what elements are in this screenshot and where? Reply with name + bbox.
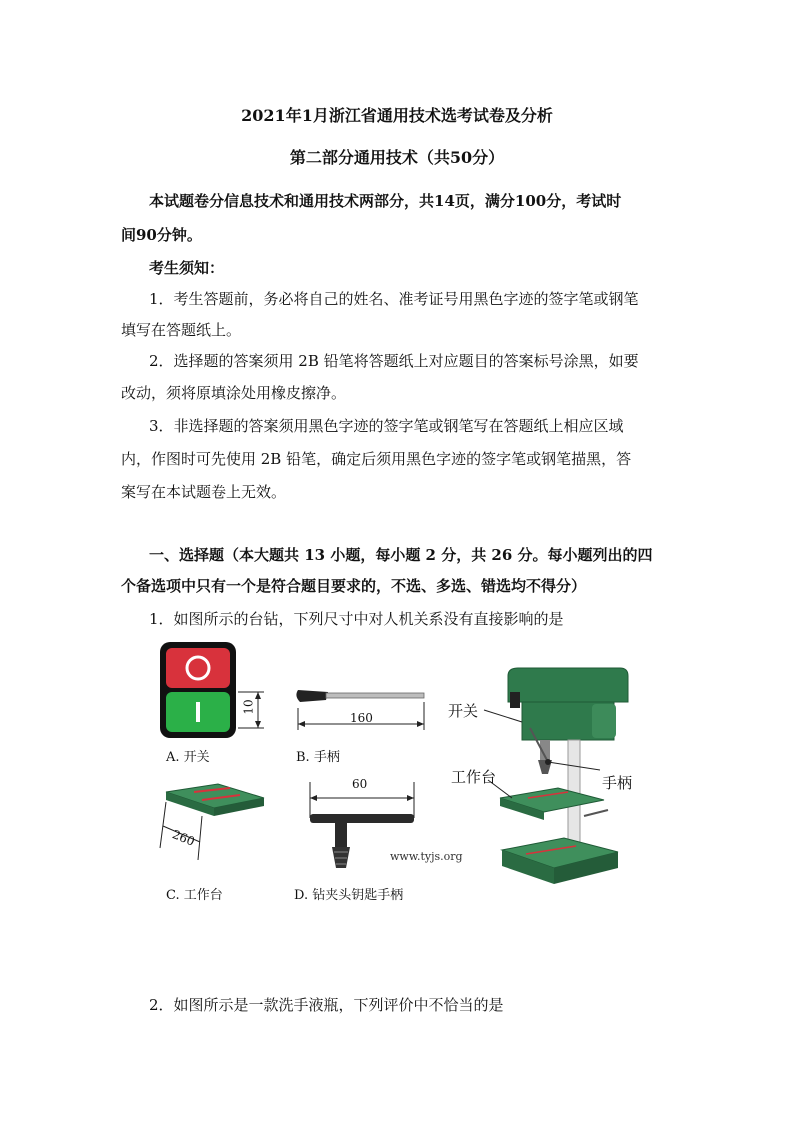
dim-table-ext-2 — [198, 816, 202, 860]
drill-motor — [592, 704, 616, 738]
dim-arrow-right — [417, 721, 424, 727]
intro-line-1: 本试题卷分信息技术和通用技术两部分，共14页，满分100分，考试时 — [149, 192, 622, 210]
section-heading-line-2: 个备选项中只有一个是符合题目要求的，不选、多选、错选均不得分） — [121, 577, 587, 595]
option-d-label: D. 钻夹头钥匙手柄 — [294, 888, 404, 903]
handle-illustration — [292, 680, 432, 740]
notice-item-3-line-3: 案写在本试题卷上无效。 — [121, 483, 287, 501]
question-2-text: 2．如图所示是一款洗手液瓶，下列评价中不恰当的是 — [149, 996, 504, 1014]
switch-on-symbol — [196, 702, 200, 722]
section-heading-line-1: 一、选择题（本大题共 13 小题，每小题 2 分，共 26 分。每小题列出的四 — [149, 546, 653, 564]
leader-switch — [484, 710, 522, 722]
option-c-label: C. 工作台 — [166, 888, 223, 903]
key-shaft — [335, 823, 347, 847]
switch-illustration — [156, 640, 266, 750]
intro-line-2: 间90分钟。 — [121, 226, 202, 244]
callout-handle: 手柄 — [602, 774, 633, 792]
switch-red-button — [166, 648, 230, 688]
worktable-illustration — [158, 782, 278, 862]
drill-switch-box — [510, 692, 520, 708]
option-a-label: A. 开关 — [166, 750, 210, 765]
question-1-text: 1．如图所示的台钻，下列尺寸中对人机关系没有直接影响的是 — [149, 610, 564, 628]
document-title: 2021年1月浙江省通用技术选考试卷及分析 — [241, 106, 553, 125]
handle-grip — [296, 690, 328, 702]
bench-drill-illustration — [488, 640, 648, 890]
drill-top-cover — [508, 668, 628, 702]
dim-key-arrow-left — [310, 795, 317, 801]
dim-arrow-down — [255, 721, 261, 728]
dim-handle-length: 160 — [350, 711, 373, 725]
dim-arrow-left — [298, 721, 305, 727]
notice-item-2-line-2: 改动，须将原填涂处用橡皮擦净。 — [121, 384, 347, 402]
handle-bar — [326, 693, 424, 698]
option-b-label: B. 手柄 — [296, 750, 340, 765]
dim-table-width: 260 — [170, 827, 197, 849]
notice-item-1-line-1: 1．考生答题前，务必将自己的姓名、准考证号用黑色字迹的签字笔或钢笔 — [149, 290, 639, 308]
dim-key-width: 60 — [352, 777, 368, 791]
callout-switch: 开关 — [448, 702, 479, 720]
notice-item-1-line-2: 填写在答题纸上。 — [121, 321, 242, 339]
document-subtitle: 第二部分通用技术（共50分） — [289, 148, 505, 167]
callout-worktable: 工作台 — [451, 768, 497, 786]
dim-table-ext-1 — [160, 802, 166, 848]
notice-item-2-line-1: 2．选择题的答案须用 2B 铅笔将答题纸上对应题目的答案标号涂黑，如要 — [149, 352, 639, 370]
notice-heading: 考生须知： — [149, 259, 225, 277]
notice-item-3-line-2: 内，作图时可先使用 2B 铅笔，确定后须用黑色字迹的签字笔或钢笔描黑，答 — [121, 450, 632, 468]
watermark: www.tyjs.org — [390, 850, 463, 863]
chuck-key-illustration — [304, 778, 424, 878]
key-handle-bar — [310, 814, 414, 823]
drill-table-crank — [584, 810, 608, 816]
dim-switch-height: 10 — [241, 699, 256, 715]
dim-key-arrow-right — [407, 795, 414, 801]
dim-arrow-up — [255, 692, 261, 699]
notice-item-3-line-1: 3．非选择题的答案须用黑色字迹的签字笔或钢笔写在答题纸上相应区域 — [149, 417, 624, 435]
